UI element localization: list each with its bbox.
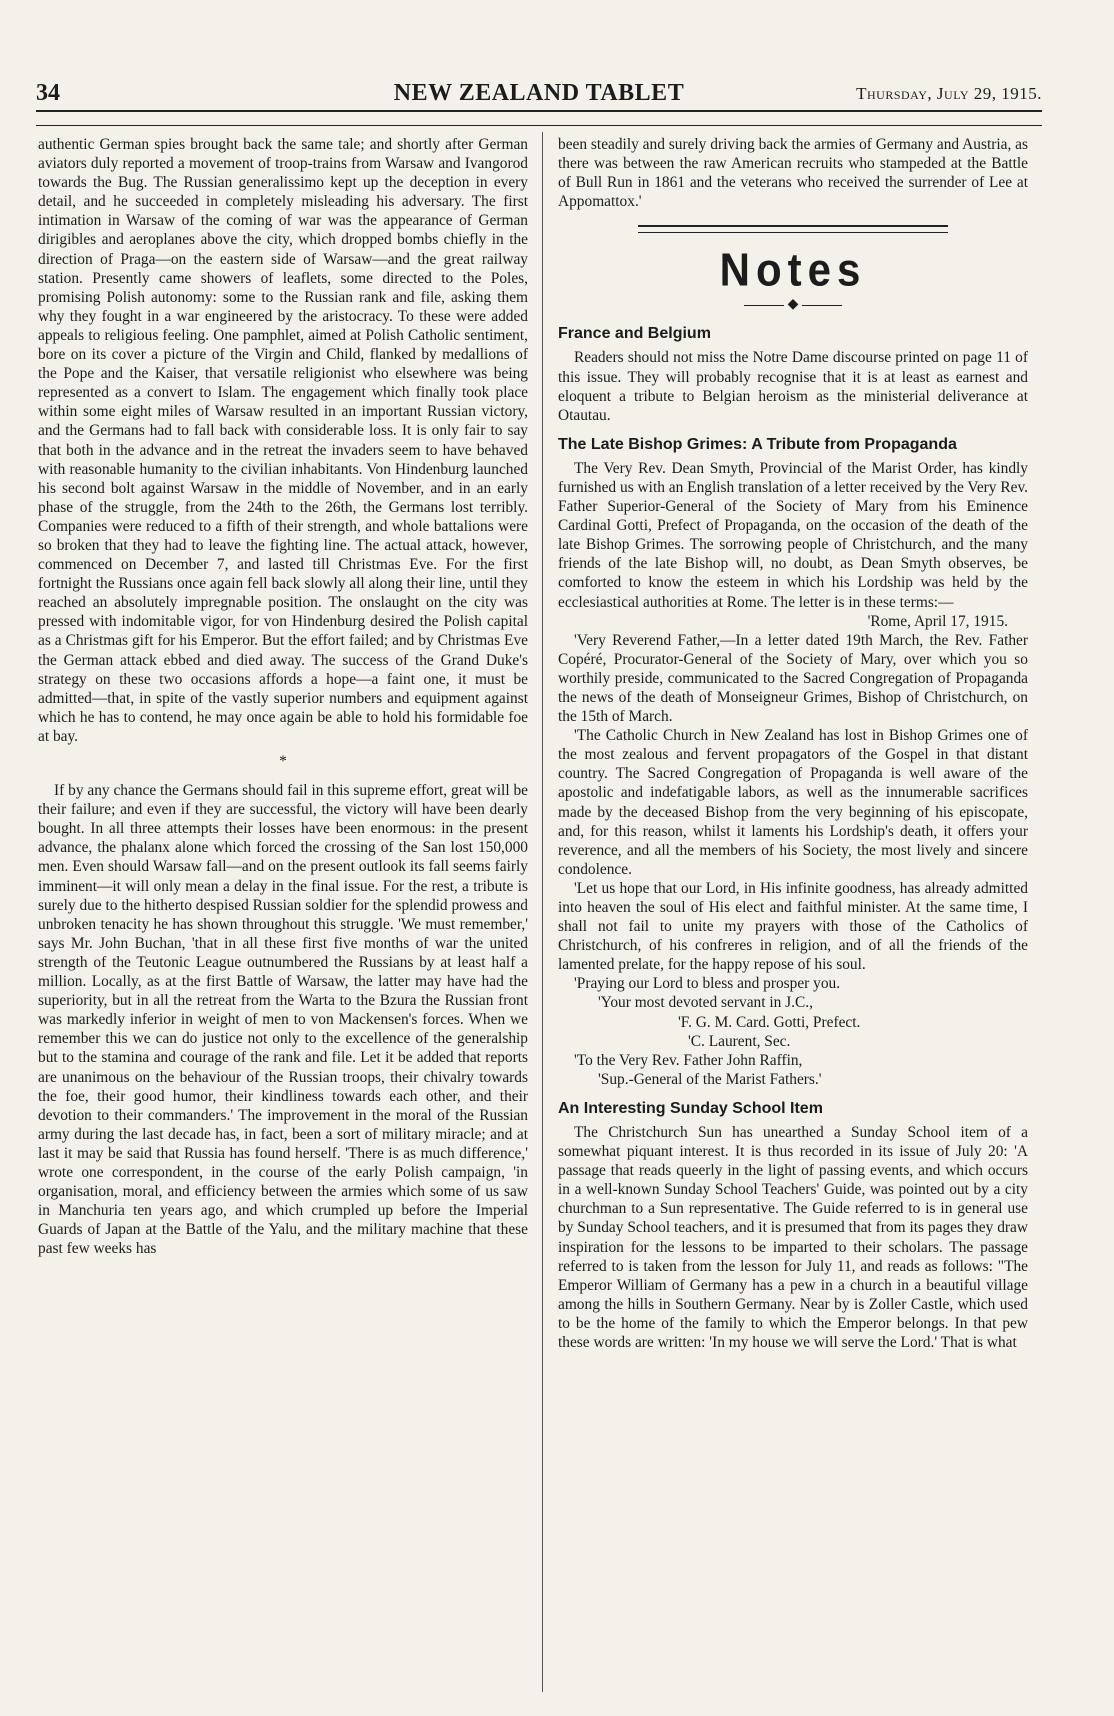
masthead-rule-lower xyxy=(36,125,1042,126)
section-heading: The Late Bishop Grimes: A Tribute from Propaganda xyxy=(558,435,957,453)
masthead-rule xyxy=(36,110,1042,112)
right-column xyxy=(558,135,1028,1352)
page-number: 34 xyxy=(36,80,60,106)
letter-paragraph: 'Very Reverend Father,—In a letter dated 19th March, the Rev. Father Copéré, Procurator-General of the Society of Mary, over which you so worthily preside, communicated to the Sacred Congregation of Propaganda the news of the death of Monseigneur Grimes, Bishop of Christchurch, on the 15th of March. xyxy=(558,631,1028,726)
letter-closing: 'Your most devoted servant in J.C., xyxy=(598,994,813,1012)
masthead xyxy=(36,80,1042,106)
section-heading: An Interesting Sunday School Item xyxy=(558,1099,823,1117)
letter-paragraph: 'Praying our Lord to bless and prosper you. xyxy=(574,975,841,993)
letter-signature: 'C. Laurent, Sec. xyxy=(688,1032,791,1050)
newspaper-title: NEW ZEALAND TABLET xyxy=(393,80,685,106)
letter-signature: 'F. G. M. Card. Gotti, Prefect. xyxy=(678,1013,861,1031)
notes-title: Notes xyxy=(719,243,867,296)
left-column xyxy=(38,135,528,1258)
ornament-icon: ◆ xyxy=(558,295,1028,314)
issue-date: Thursday, July 29, 1915. xyxy=(856,84,1042,103)
letter-date: 'Rome, April 17, 1915. xyxy=(867,612,1008,630)
section-heading: France and Belgium xyxy=(558,325,711,343)
section-separator: * xyxy=(279,753,287,770)
article-paragraph: If by any chance the Germans should fail in this supreme effort, great will be their failure; and even if they are successful, the victory will have been dearly bought. In all three attempts their losses have been enormous: in the present advance, the phalanx alone which forced the crossing of the San lost 150,000 men. Even should Warsaw fall—and on the present outlook its fall seems fairly imminent—it will only mean a delay in the final issue. For the rest, a tribute is surely due to the hitherto despised Russian soldier for the splendid prowess and unbroken tenacity he has shown throughout this struggle. 'We must remember,' says Mr. John Buchan, 'that in all these first five months of war the united strength of the Teutonic League outnumbered the Russians by at least half a million. Locally, as at the first Battle of Warsaw, the latter may have had the superiority, but in all the retreat from the Warta to the Bzura the Russian front was markedly inferior in weight of men to von Mackensen's forces. When we remember this we can do justice not only to the excellence of the generalship but to the stamina and courage of the rank and file. Let it be added that reports are unanimous on the behaviour of the Russian troops, their chivalry towards the foe, their good humor, their kindliness towards each other, and their devotion to their commanders.' The improvement in the moral of the Russian army during the last decade has, in fact, been a sort of military miracle; and at last it may be said that Russia has found herself. 'There is as much difference,' wrote one correspondent, in the course of the early Polish campaign, 'in organisation, moral, and efficiency between the armies which some of us saw in Manchuria ten years ago, and which crumpled up before the Imperial Guards of Japan at the Battle of the Yalu, and the military machine that these past few weeks has xyxy=(38,782,528,1258)
letter-paragraph: 'Let us hope that our Lord, in His infinite goodness, has already admitted into heaven the soul of His elect and faithful minister. At the same time, I shall not fail to unite my prayers with those of the Catholics of Christchurch, of his confreres in religion, and of all the friends of the lamented prelate, for the happy repose of his soul. xyxy=(558,879,1028,974)
notes-rule xyxy=(638,225,948,233)
letter-paragraph: 'The Catholic Church in New Zealand has lost in Bishop Grimes one of the most zealous and fervent propagators of the Gospel in that distant country. The Sacred Congregation of Propaganda is well aware of the apostolic and indefatigable labors, as well as the innumerable sacrifices made by the deceased Bishop from the very beginning of his episcopate, and, for this reason, whilst it laments his Lordship's death, it offers your reverence, and all the members of his Society, the most lively and sincere condolence. xyxy=(558,727,1028,878)
notes-header xyxy=(558,225,1028,314)
article-continuation: been steadily and surely driving back the armies of Germany and Austria, as there was between the raw American recruits who stampeded at the Battle of Bull Run in 1861 and the veterans who received the surrender of Lee at Appomattox.' xyxy=(558,136,1028,211)
section-paragraph: The Christchurch Sun has unearthed a Sunday School item of a somewhat piquant interest. It is thus recorded in its issue of July 20: 'A passage that reads queerly in the light of passing events, and which occurs in a well-known Sunday School Teachers' Guide, was pointed out by a city churchman to a Sun representative. The Guide referred to is in general use by Sunday School teachers, and it is presumed that from its pages they draw inspiration for the lessons to be imparted to their scholars. The passage referred to is taken from the lesson for July 11, and reads as follows: "The Emperor William of Germany has a pew in a church in a beautiful village among the hills in Southern Germany. Near by is Zoller Castle, which used to be the home of the family to which the Emperor belongs. In that pew these words are written: 'In my house we will serve the Lord.' That is what xyxy=(558,1123,1028,1351)
article-paragraph: authentic German spies brought back the same tale; and shortly after German aviators duly reported a movement of troop-trains from Warsaw and Ivangorod towards the Bug. The Russian generalissimo kept up the deception in every detail, and he succeeded in completely misleading his adversary. The first intimation in Warsaw of the coming of war was the appearance of German dirigibles and aeroplanes above the city, which dropped bombs chiefly in the direction of Praga—on the eastern side of Warsaw—and the great railway station. Presently came showers of leaflets, some directed to the Poles, promising Polish autonomy: some to the Russian rank and file, asking them why they fought in a war engineered by the aristocracy. To these were added appeals to religious feeling. One pamphlet, aimed at Polish Catholic sentiment, bore on its cover a picture of the Virgin and Child, flanked by medallions of the Pope and the Kaiser, that versatile religionist who elsewhere was being represented as a convert to Islam. The engagement which finally took place within some eight miles of Warsaw resulted in an important Russian victory, and the Germans had to fall back with considerable loss. It is only fair to say that both in the advance and in the retreat the invaders seem to have behaved with reasonable humanity to the civilian inhabitants. Von Hindenburg launched his second bolt against Warsaw in the middle of November, and in an early phase of the struggle, from the 24th to the 26th, the Germans lost terribly. Companies were reduced to a fifth of their strength, and whole battalions were so broken that they had to leave the fighting line. The actual attack, however, commenced on December 7, and lasted till Christmas Eve. For the first fortnight the Russians once again fell back slowly all along their line, until they reached an absolutely impregnable position. The onslaught on the city was pressed with indomitable vigor, for von Hindenburg desired the Polish capital as a Christmas gift for his Emperor. But the effort failed; and by Christmas Eve the German attack ebbed and died away. The success of the Grand Duke's strategy on these two occasions affords a hope—a faint one, it must be admitted—that, in spite of the vastly superior numbers and equipment against which he has to contend, he may once again be able to hold his formidable foe at bay. xyxy=(38,136,528,745)
column-divider xyxy=(542,132,543,1692)
letter-address: 'Sup.-General of the Marist Fathers.' xyxy=(598,1070,822,1088)
section-paragraph: The Very Rev. Dean Smyth, Provincial of the Marist Order, has kindly furnished us with an English translation of a letter received by the Very Rev. Father Superior-General of the Society of Mary from his Eminence Cardinal Gotti, Prefect of Propaganda, on the occasion of the death of the late Bishop Grimes. The sorrowing people of Christchurch, and the many friends of the late Bishop will, no doubt, as Dean Smyth observes, be comforted to know the esteem in which his Lordship was held by the ecclesiastical authorities at Rome. The letter is in these terms:— xyxy=(558,459,1028,611)
section-paragraph: Readers should not miss the Notre Dame discourse printed on page 11 of this issue. They will probably recognise that it is at least as earnest and eloquent a tribute to Belgian heroism as the ministerial deliverance at Otautau. xyxy=(558,349,1028,424)
letter-address: 'To the Very Rev. Father John Raffin, xyxy=(574,1051,803,1069)
